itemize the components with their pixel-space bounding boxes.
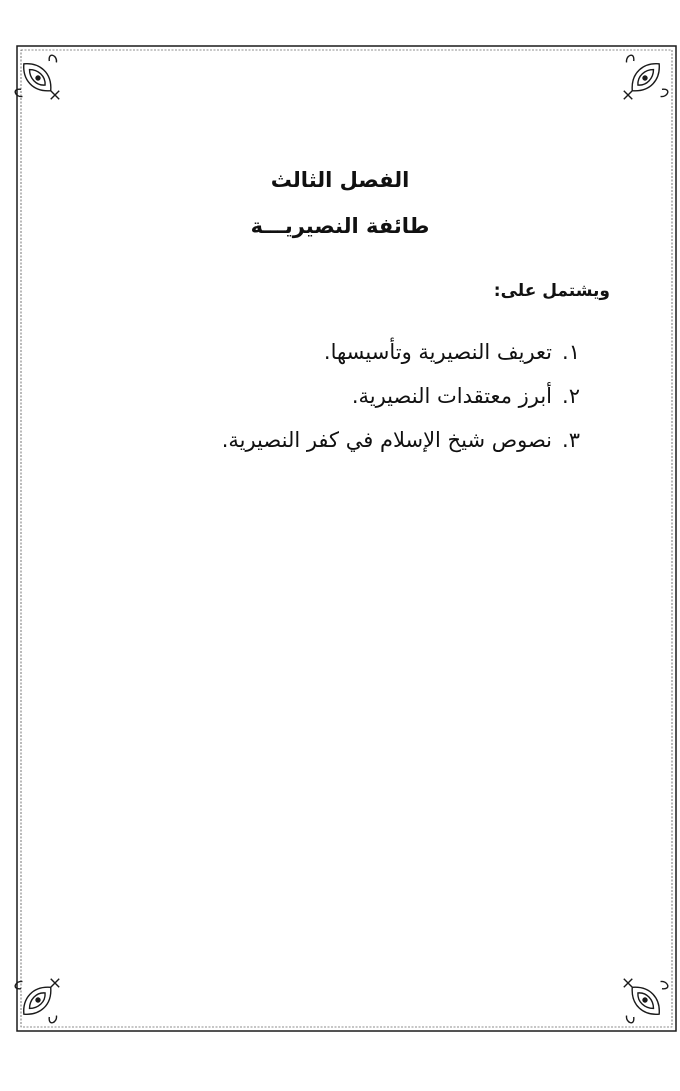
topics-list (120, 330, 580, 462)
list-item (120, 330, 580, 374)
corner-ornament-bottom-left-icon (5, 960, 78, 1033)
list-item (120, 374, 580, 418)
list-item-text: أبرز معتقدات النصيرية. (351, 384, 553, 408)
corner-ornament-top-left-icon (5, 45, 78, 118)
list-item (120, 418, 580, 462)
corner-ornament-top-right-icon (605, 45, 678, 118)
list-item-number: ٢. (562, 384, 580, 408)
list-item-number: ٣. (562, 428, 580, 452)
inner-frame-line (21, 50, 672, 1027)
corner-ornament-bottom-right-icon (605, 960, 678, 1033)
outer-frame-line (17, 46, 676, 1031)
list-item-number: ١. (562, 340, 580, 364)
list-item-text: نصوص شيخ الإسلام في كفر النصيرية. (221, 428, 553, 452)
contents-intro: ويشتمل على: (493, 281, 610, 301)
list-item-text: تعريف النصيرية وتأسيسها. (323, 340, 553, 364)
chapter-number-title: الفصل الثالث (270, 168, 410, 192)
chapter-heading-title: طائفة النصيريـــة (250, 214, 430, 238)
